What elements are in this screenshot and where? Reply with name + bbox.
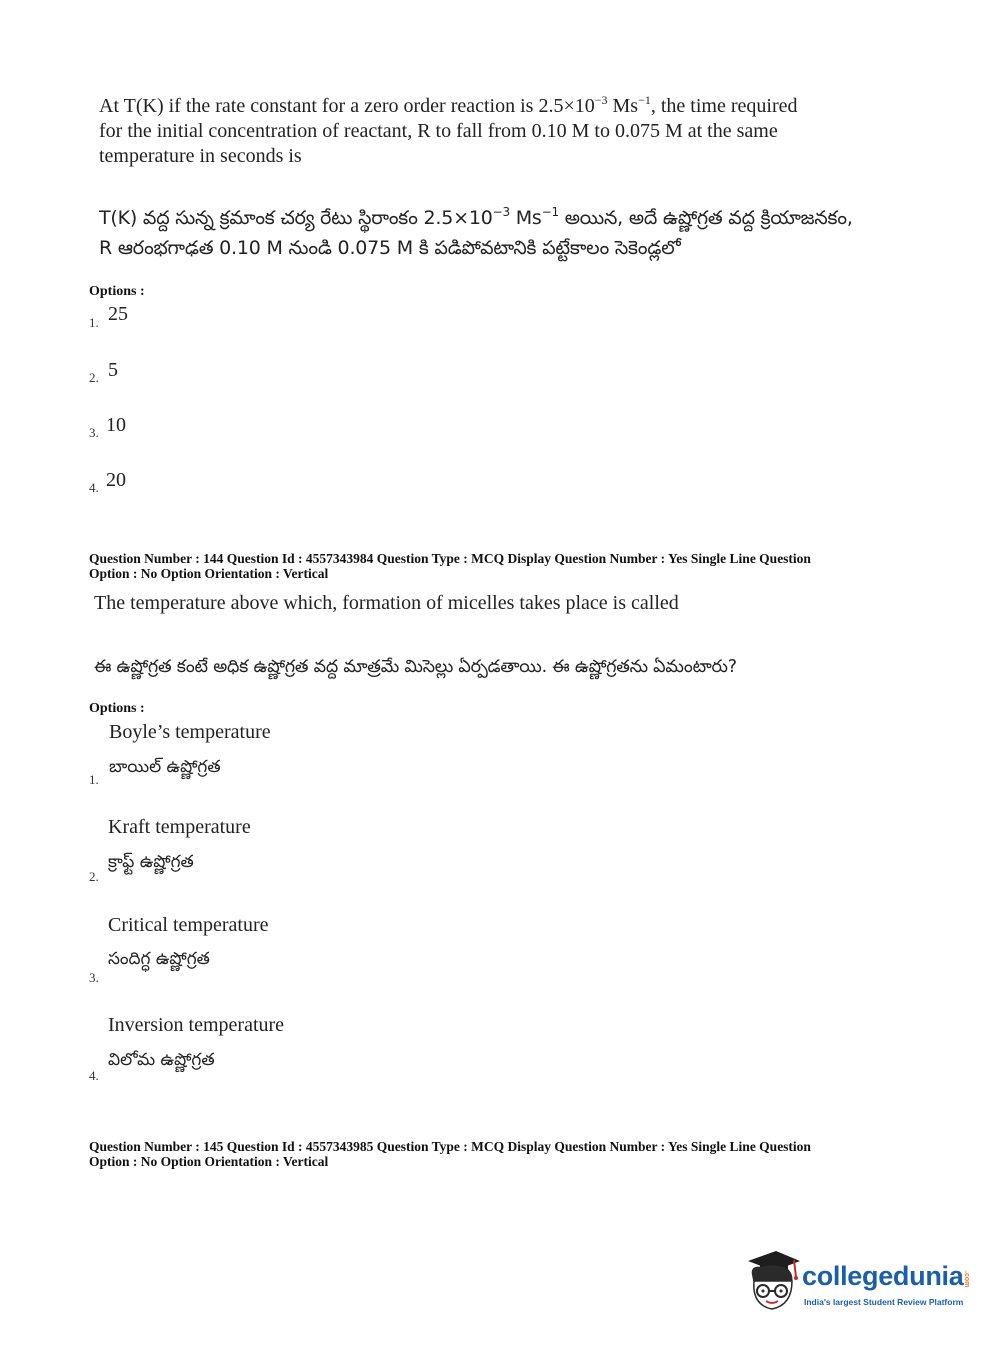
brand-name: collegedunia <box>802 1261 964 1291</box>
option-number: 4. <box>89 480 99 495</box>
q144-metadata <box>89 551 909 581</box>
q143-en-line1 <box>99 94 879 119</box>
q144-option-4 <box>89 1014 389 1084</box>
q144-option-1 <box>89 721 389 791</box>
q144-question-en: The temperature above which, formation of micelles takes place is called <box>94 592 679 614</box>
q143-te-line2: R ఆరంభగాఢత 0.10 M నుండి 0.075 M కి పడిపోవటానికి పట్టేకాలం సెకెండ్లలో <box>99 237 681 259</box>
q144-option-3 <box>89 914 389 984</box>
option-number: 3. <box>89 970 99 985</box>
option-text-en: Kraft temperature <box>108 816 251 838</box>
q143-question-te <box>99 203 899 263</box>
option-value: 20 <box>106 469 126 491</box>
q143-te-exp1: −3 <box>492 205 510 219</box>
option-text-te: బాయిల్ ఉష్ణోగ్రత <box>109 757 221 777</box>
q144-meta-line1: Question Number : 144 Question Id : 4557343984 Question Type : MCQ Display Question Number : Yes Single Line Question <box>89 551 811 566</box>
brand-tagline: India's largest Student Review Platform <box>804 1297 964 1307</box>
collegedunia-logo <box>742 1247 972 1317</box>
q143-te-exp2: −1 <box>541 205 559 219</box>
q143-en-line1-pre: At T(K) if the rate constant for a zero order reaction is 2.5×10 <box>99 95 595 117</box>
mascot-icon <box>742 1247 804 1317</box>
option-number: 1. <box>89 772 99 787</box>
q143-te-line1-pre: T(K) వద్ద సున్న క్రమాంక చర్య రేటు స్థిరాంకం 2.5×10 <box>99 207 493 229</box>
q143-te-line1-post: అయిన, అదే ఉష్ణోగ్రత వద్ద క్రియాజనకం, <box>558 207 853 229</box>
q143-options-label: Options : <box>89 284 145 299</box>
option-text-en: Critical temperature <box>108 914 269 936</box>
q143-en-line1-mid: Ms <box>607 95 639 117</box>
q144-options-label: Options : <box>89 701 145 716</box>
q143-en-exp2: −1 <box>638 93 651 107</box>
q143-question-en <box>99 94 879 169</box>
option-text-te: క్రాఫ్ట్ ఉష్ణోగ్రత <box>108 852 194 872</box>
option-text-en: Boyle’s temperature <box>109 721 271 743</box>
option-text-te: సందిగ్ధ ఉష్ణోగ్రత <box>108 949 210 969</box>
q145-metadata <box>89 1139 909 1169</box>
q143-te-line1-mid: Ms <box>509 207 542 229</box>
option-text-te: విలోమ ఉష్ణోగ్రత <box>108 1050 215 1070</box>
q145-meta-line1: Question Number : 145 Question Id : 4557343985 Question Type : MCQ Display Question Number : Yes Single Line Question <box>89 1139 811 1154</box>
q144-option-2 <box>89 816 389 886</box>
option-value: 10 <box>106 414 126 436</box>
option-value: 5 <box>108 359 118 381</box>
q145-meta-line2: Option : No Option Orientation : Vertical <box>89 1154 329 1169</box>
option-number: 1. <box>89 315 99 330</box>
option-value: 25 <box>108 303 128 325</box>
q143-en-exp1: −3 <box>594 93 608 107</box>
q144-meta-line2: Option : No Option Orientation : Vertical <box>89 566 329 581</box>
option-number: 2. <box>89 869 99 884</box>
option-number: 4. <box>89 1068 99 1083</box>
q143-en-line2: for the initial concentration of reactant, R to fall from 0.10 M to 0.075 M at the same <box>99 120 778 142</box>
option-number: 3. <box>89 425 99 440</box>
q144-question-te: ఈ ఉష్ణోగ్రత కంటే అధిక ఉష్ణోగ్రత వద్ద మాత్రమే మిసెల్లు ఏర్పడతాయి. ఈ ఉష్ణోగ్రతను ఏమంటారు? <box>94 657 737 677</box>
brand-domain: .com <box>963 1271 970 1288</box>
q143-te-line1 <box>99 203 899 233</box>
option-text-en: Inversion temperature <box>108 1014 285 1036</box>
option-number: 2. <box>89 370 99 385</box>
q143-en-line1-post: , the time required <box>650 95 798 117</box>
q143-en-line3: temperature in seconds is <box>99 145 302 167</box>
